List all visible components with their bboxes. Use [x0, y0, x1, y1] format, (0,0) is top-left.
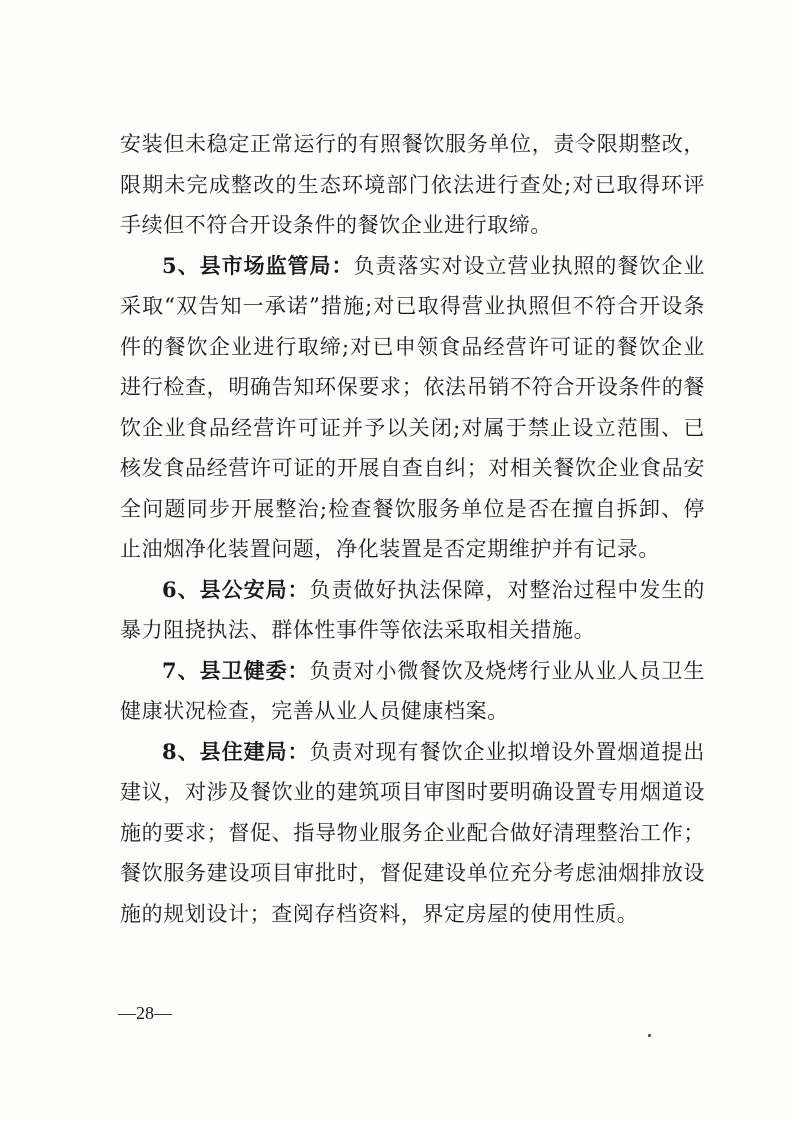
scan-speck	[648, 1034, 651, 1037]
paragraph-housing-construction	[120, 732, 705, 935]
paragraph-lead: 7、县卫健委：	[162, 657, 310, 683]
paragraph-text: 安装但未稳定正常运行的有照餐饮服务单位，责令限期整改，限期未完成整改的生态环境部门依法进行查处;对已取得环评手续但不符合开设条件的餐饮企业进行取缔。	[120, 132, 705, 237]
body-text	[120, 124, 705, 934]
paragraph-lead: 5、县市场监管局：	[162, 252, 354, 278]
paragraph-continued	[120, 124, 705, 246]
paragraph-text: 负责对小微餐饮及烧烤行业从业人员卫生健康状况检查，完善从业人员健康档案。	[120, 658, 705, 723]
paragraph-lead: 6、县公安局：	[162, 576, 310, 602]
paragraph-lead: 8、县住建局：	[162, 738, 310, 764]
paragraph-text: 负责落实对设立营业执照的餐饮企业采取“双告知一承诺”措施;对已取得营业执照但不符合开设条件的餐饮企业进行取缔;对已申领食品经营许可证的餐饮企业进行检查，明确告知环保要求；依法吊销不符合开设条件的餐饮企业食品经营许可证并予以关闭;对属于禁止设立范围、已核发食品经营许可证的开展自查自纠；对相关餐饮企业食品安全问题同步开展整治;检查餐饮服务单位是否在擅自拆卸、停止油烟净化装置问题，净化装置是否定期维护并有记录。	[120, 253, 705, 561]
paragraph-public-security	[120, 570, 705, 651]
page-number: —28—	[118, 1003, 172, 1023]
paragraph-text: 负责对现有餐饮企业拟增设外置烟道提出建议，对涉及餐饮业的建筑项目审图时要明确设置专用烟道设施的要求；督促、指导物业服务企业配合做好清理整治工作；餐饮服务建设项目审批时，督促建设单位充分考虑油烟排放设施的规划设计；查阅存档资料，界定房屋的使用性质。	[120, 739, 705, 926]
paragraph-text: 负责做好执法保障，对整治过程中发生的暴力阻挠执法、群体性事件等依法采取相关措施。	[120, 577, 705, 642]
paragraph-health-commission	[120, 651, 705, 732]
paragraph-market-supervision	[120, 246, 705, 570]
